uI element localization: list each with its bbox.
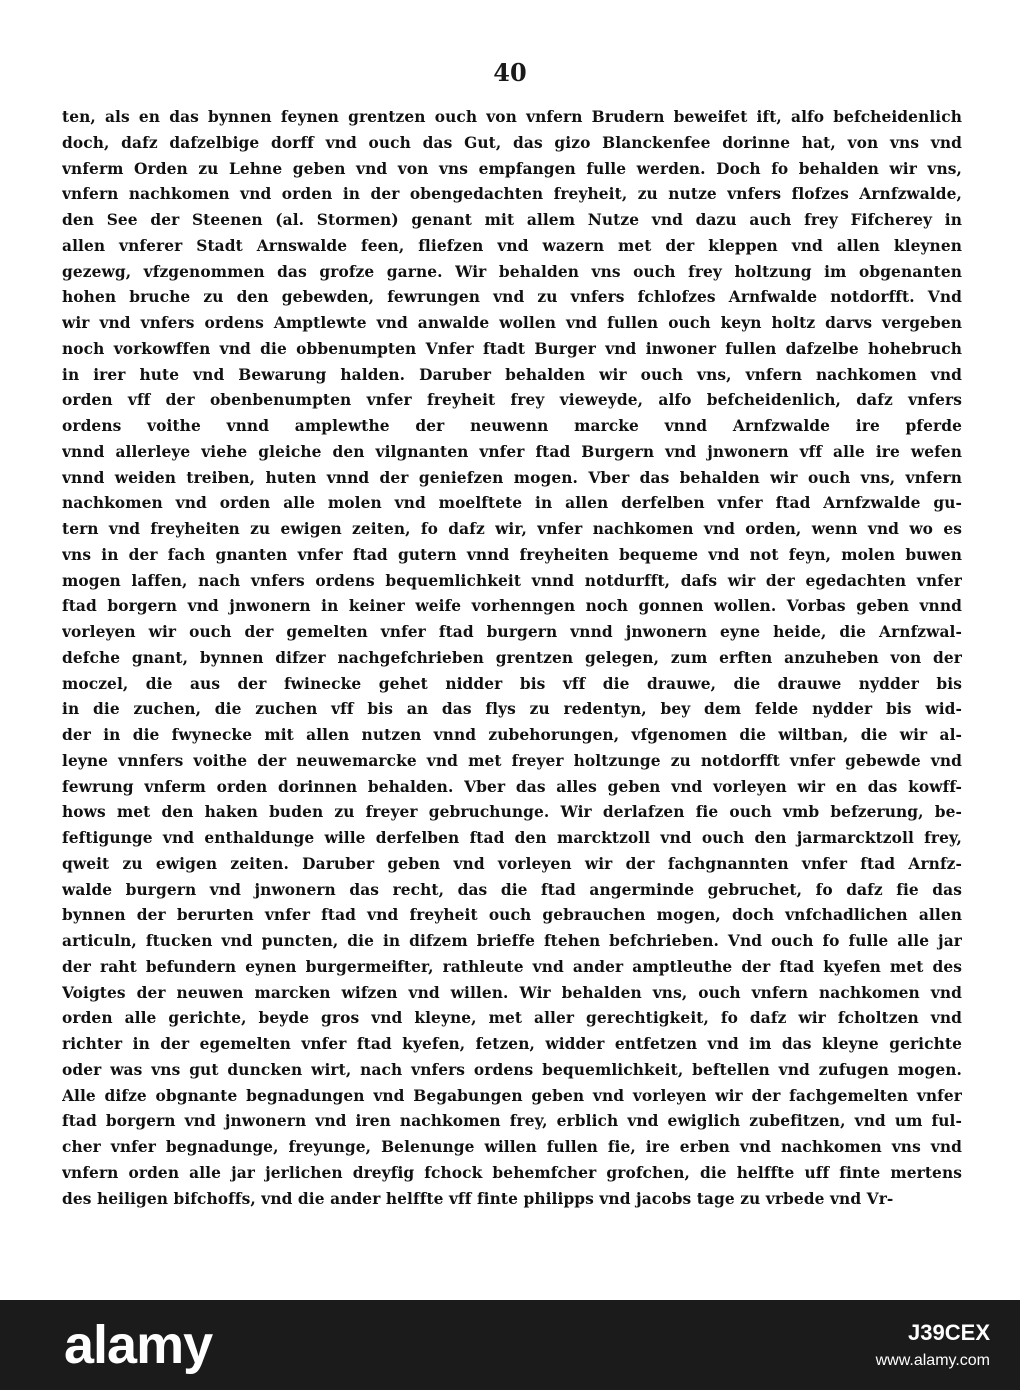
page-number: 40 — [493, 58, 527, 87]
watermark-banner — [0, 1300, 1020, 1390]
text-line: orden alle gerichte, beyde gros vnd kleyne, met aller gerechtigkeit, fo dafz wir fcholtzen vnd — [62, 1009, 962, 1028]
text-line: walde burgern vnd jnwonern das recht, das die ftad angerminde gebruchet, fo dafz fie das — [62, 880, 962, 899]
alamy-logo: alamy — [64, 1315, 213, 1375]
text-line: mogen laffen, nach vnfers ordens bequemlichkeit vnnd notdurfft, dafs wir der egedachten vnfer — [62, 571, 962, 590]
text-line: in irer hute vnd Bewarung halden. Daruber behalden wir ouch vns, vnfern nachkomen vnd — [62, 365, 962, 384]
text-line: orden vff der obenbenumpten vnfer freyheit frey vieweyde, alfo befcheidenlich, dafz vnfers — [62, 391, 962, 410]
watermark-info — [750, 1320, 990, 1370]
text-line: Voigtes der neuwen marcken wifzen vnd willen. Wir behalden vns, ouch vnfern nachkomen vnd — [62, 983, 962, 1002]
text-line: nachkomen vnd orden alle molen vnd moelftete in allen derfelben vnfer ftad Arnfzwalde gu- — [62, 494, 962, 513]
text-line: vnfern nachkomen vnd orden in der obengedachten freyheit, zu nutze vnfers flofzes Arnfzwalde, — [62, 185, 962, 204]
text-line: ten, als en das bynnen feynen grentzen ouch von vnfern Brudern beweifet ift, alfo befcheidenlich — [62, 108, 962, 126]
text-line: doch, dafz dafzelbige dorff vnd ouch das Gut, das gizo Blanckenfee dorinne hat, von vns vnd — [62, 133, 962, 152]
text-line: vns in der fach gnanten vnfer ftad gutern vnnd freyheiten bequeme vnd not feyn, molen buwen — [62, 545, 962, 564]
text-line: der in die fwynecke mit allen nutzen vnnd zubehorungen, vfgenomen die wiltban, die wir al- — [62, 726, 962, 744]
text-line: allen vnferer Stadt Arnswalde feen, fliefzen vnd wazern met der kleppen vnd allen kleynen — [62, 236, 962, 255]
text-line: qweit zu ewigen zeiten. Daruber geben vnd vorleyen wir der fachgnannten vnfer ftad Arnfz- — [62, 854, 962, 873]
text-line: bynnen der berurten vnfer ftad vnd freyheit ouch gebrauchen mogen, doch vnfchadlichen allen — [62, 906, 962, 925]
text-line: vorleyen wir ouch der gemelten vnfer ftad burgern vnnd jnwonern eyne heide, die Arnfzwal- — [62, 623, 962, 641]
text-line: oder was vns gut duncken wirt, nach vnfers ordens bequemlichkeit, beftellen vnd zufugen mogen. — [62, 1060, 962, 1079]
watermark-url: www.alamy.com — [875, 1352, 990, 1369]
image-id: J39CEX — [908, 1320, 990, 1345]
text-line: defche gnant, bynnen difzer nachgefchrieben grentzen gelegen, zum erften anzuheben von der — [62, 648, 962, 667]
text-line: Alle difze obgnante begnadungen vnd Begabungen geben vnd vorleyen wir der fachgemelten vnfer — [62, 1086, 962, 1105]
text-line: hohen bruche zu den gebewden, fewrungen vnd zu vnfers fchlofzes Arnfwalde notdorfft. Vnd — [62, 288, 962, 307]
text-line: den See der Steenen (al. Stormen) genant mit allem Nutze vnd dazu auch frey Fifcherey in — [62, 211, 962, 229]
text-line: ordens voithe vnnd amplewthe der neuwenn marcke vnnd Arnfzwalde ire pferde — [62, 417, 962, 435]
body-text — [62, 105, 962, 1212]
text-line: des heiligen bifchoffs, vnd die ander helffte vff finte philipps vnd jacobs tage zu vrbede vnd Vr- — [62, 1189, 894, 1208]
text-line: fewrung vnferm orden dorinnen behalden. Vber das alles geben vnd vorleyen wir en das kowff- — [62, 777, 962, 796]
text-line: noch vorkowffen vnd die obbenumpten Vnfer ftadt Burger vnd inwoner fullen dafzelbe hohebruch — [62, 339, 962, 358]
text-line: vnnd allerleye viehe gleiche den vilgnanten vnfer ftad Burgern vnd jnwonern vff alle ire wefen — [62, 442, 962, 461]
text-line: ftad borgern vnd jnwonern vnd iren nachkomen frey, erblich vnd ewiglich zubefitzen, vnd um ful- — [62, 1112, 962, 1131]
text-line: moczel, die aus der fwinecke gehet nidder bis vff die drauwe, die drauwe nydder bis — [62, 674, 962, 693]
text-line: der raht befundern eynen burgermeifter, rathleute vnd ander amptleuthe der ftad kyefen met des — [62, 957, 962, 976]
text-line: feftigunge vnd enthaldunge wille derfelben ftad den marcktzoll vnd ouch den jarmarcktzoll frey, — [62, 829, 962, 847]
text-line: ftad borgern vnd jnwonern in keiner weife vorhenngen noch gonnen wollen. Vorbas geben vnnd — [62, 597, 962, 616]
text-line: leyne vnnfers voithe der neuwemarcke vnd met freyer holtzunge zu notdorfft vnfer gebewde vnd — [62, 751, 962, 770]
text-line: richter in der egemelten vnfer ftad kyefen, fetzen, widder entfetzen vnd im das kleyne gerichte — [62, 1035, 962, 1053]
text-line: tern vnd freyheiten zu ewigen zeiten, fo dafz wir, vnfer nachkomen vnd orden, wenn vnd wo es — [62, 520, 962, 538]
text-line: cher vnfer begnadunge, freyunge, Belenunge willen fullen fie, ire erben vnd nachkomen vns vnd — [62, 1138, 962, 1156]
text-line: in die zuchen, die zuchen vff bis an das flys zu redentyn, bey dem felde nydder bis wid- — [62, 700, 962, 719]
text-line: vnferm Orden zu Lehne geben vnd von vns empfangen fulle werden. Doch fo behalden wir vns, — [62, 159, 962, 178]
text-line: vnfern orden alle jar jerlichen dreyfig fchock behemfcher grofchen, die helffte uff finte mertens — [62, 1163, 962, 1182]
text-line: gezewg, vfzgenommen das grofze garne. Wir behalden vns ouch frey holtzung im obgenanten — [62, 262, 962, 281]
text-line: articuln, ftucken vnd puncten, die in difzem brieffe ftehen befchrieben. Vnd ouch fo fulle alle jar — [62, 932, 962, 950]
text-line: hows met den haken buden zu freyer gebruchunge. Wir derlafzen fie ouch vmb befzerung, be- — [62, 803, 962, 822]
text-line: wir vnd vnfers ordens Amptlewte vnd anwalde wollen vnd fullen ouch keyn holtz darvs vergeben — [62, 314, 962, 332]
text-line: vnnd weiden treiben, huten vnnd der geniefzen mogen. Vber das behalden wir ouch vns, vnfern — [62, 468, 962, 487]
